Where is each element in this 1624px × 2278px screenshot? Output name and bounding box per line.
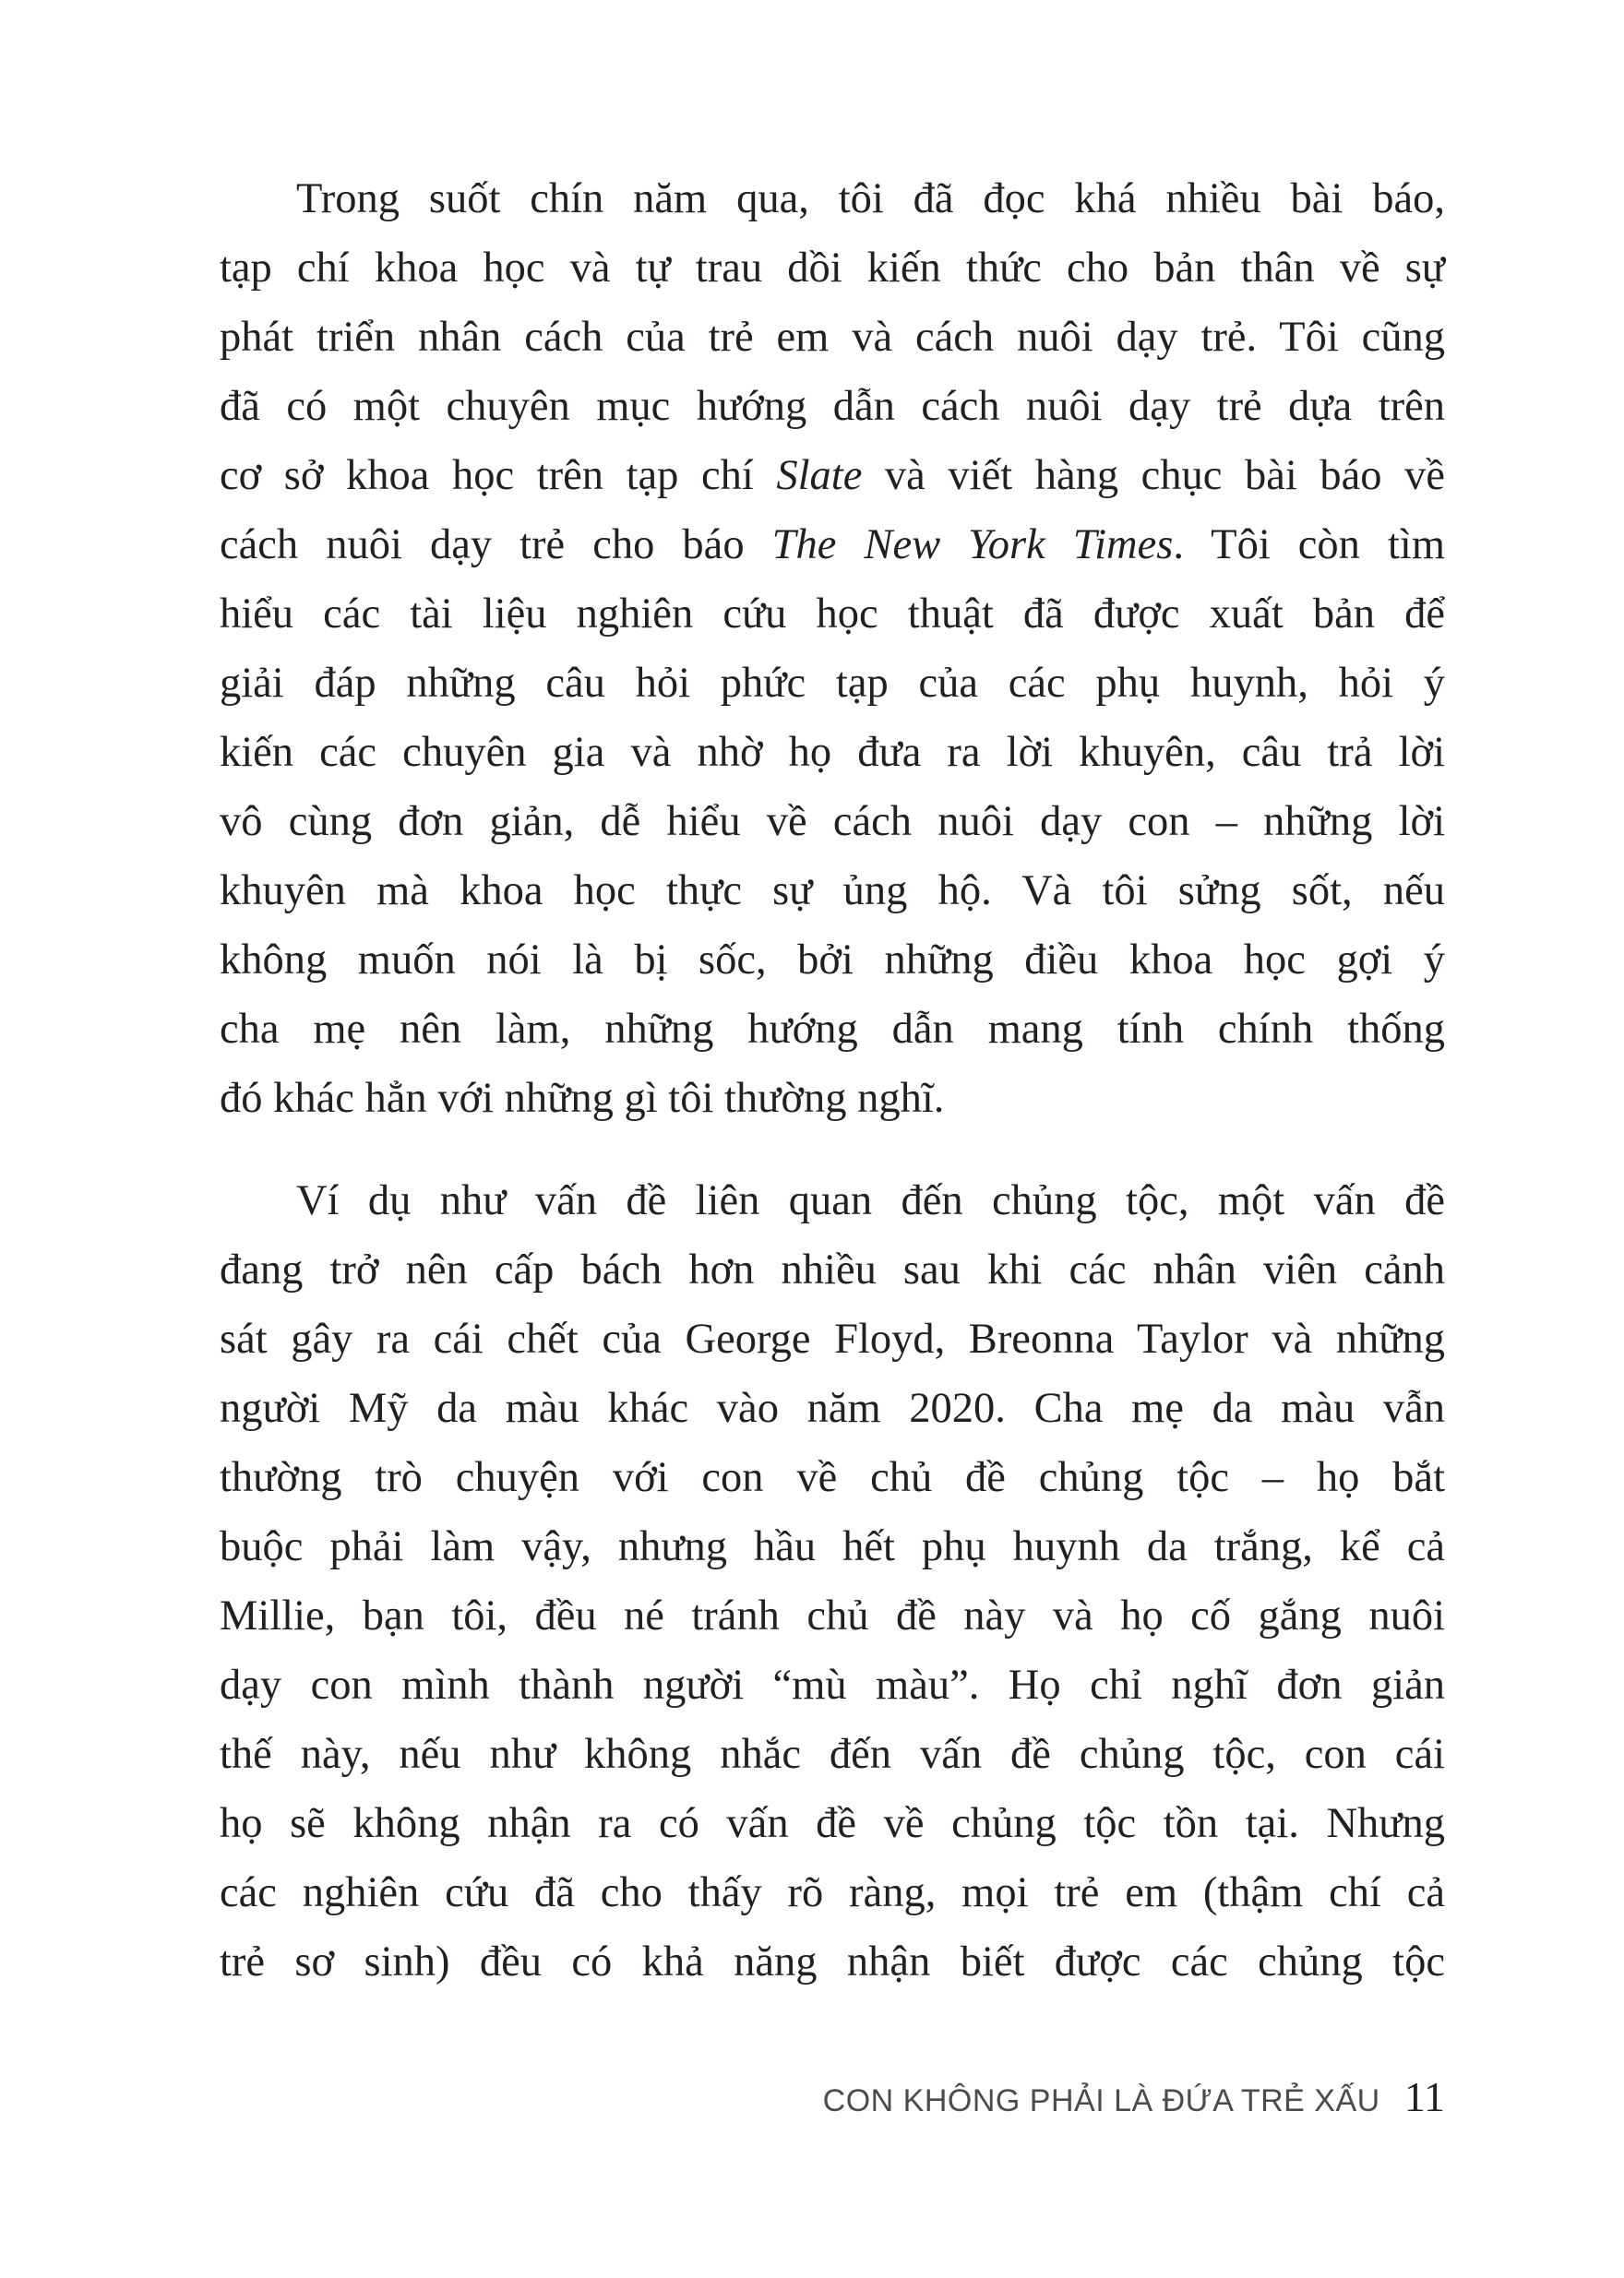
text-line: Ví dụ như vấn đề liên quan đến chủng tộc, một vấn đề xyxy=(296,1177,1445,1224)
text-line: khuyên mà khoa học thực sự ủng hộ. Và tôi sửng sốt, nếu xyxy=(220,867,1445,914)
text-line: không muốn nói là bị sốc, bởi những điều khoa học gợi ý xyxy=(220,936,1445,984)
body-text xyxy=(220,164,1445,1997)
text-line: sát gây ra cái chết của George Floyd, Breonna Taylor và những xyxy=(220,1316,1445,1363)
text-line: thế này, nếu như không nhắc đến vấn đề chủng tộc, con cái xyxy=(220,1731,1445,1778)
book-title: CON KHÔNG PHẢI LÀ ĐỨA TRẺ XẤU xyxy=(822,2083,1380,2118)
running-footer xyxy=(823,2072,1445,2128)
text-run: . Tôi còn tìm xyxy=(1173,521,1445,568)
text-run: cơ sở khoa học trên tạp chí xyxy=(220,452,777,499)
page-number: 11 xyxy=(1403,2073,1445,2120)
text-line xyxy=(220,510,1445,579)
text-line: phát triển nhân cách của trẻ em và cách nuôi dạy trẻ. Tôi cũng xyxy=(220,314,1445,361)
text-line: kiến các chuyên gia và nhờ họ đưa ra lời khuyên, câu trả lời xyxy=(220,729,1445,776)
text-run: cách nuôi dạy trẻ cho báo xyxy=(220,521,772,568)
text-line xyxy=(220,441,1445,510)
text-line: tạp chí khoa học và tự trau dồi kiến thức cho bản thân về sự xyxy=(220,244,1445,292)
newspaper-title: The New York Times xyxy=(771,521,1174,568)
text-line: trẻ sơ sinh) đều có khả năng nhận biết được các chủng tộc xyxy=(220,1938,1445,1986)
text-line: giải đáp những câu hỏi phức tạp của các phụ huynh, hỏi ý xyxy=(220,660,1445,707)
text-line: đang trở nên cấp bách hơn nhiều sau khi các nhân viên cảnh xyxy=(220,1246,1445,1294)
text-line: người Mỹ da màu khác vào năm 2020. Cha mẹ da màu vẫn xyxy=(220,1385,1445,1432)
text-line: vô cùng đơn giản, dễ hiểu về cách nuôi dạy con – những lời xyxy=(220,798,1445,845)
text-line: đã có một chuyên mục hướng dẫn cách nuôi dạy trẻ dựa trên xyxy=(220,383,1445,430)
text-line: dạy con mình thành người “mù màu”. Họ chỉ nghĩ đơn giản xyxy=(220,1662,1445,1709)
magazine-title: Slate xyxy=(776,452,863,499)
paragraph xyxy=(220,164,1445,1133)
paragraph xyxy=(220,1166,1445,1997)
text-line: thường trò chuyện với con về chủ đề chủng tộc – họ bắt xyxy=(220,1454,1445,1501)
text-line: các nghiên cứu đã cho thấy rõ ràng, mọi trẻ em (thậm chí cả xyxy=(220,1869,1445,1916)
text-line: cha mẹ nên làm, những hướng dẫn mang tính chính thống xyxy=(220,1006,1445,1053)
text-line: hiểu các tài liệu nghiên cứu học thuật đã được xuất bản để xyxy=(220,590,1445,638)
text-line: đó khác hẳn với những gì tôi thường nghĩ. xyxy=(220,1075,945,1122)
text-line: họ sẽ không nhận ra có vấn đề về chủng tộc tồn tại. Nhưng xyxy=(220,1800,1445,1847)
text-line: Trong suốt chín năm qua, tôi đã đọc khá nhiều bài báo, xyxy=(296,175,1445,222)
text-line: buộc phải làm vậy, nhưng hầu hết phụ huynh da trắng, kể cả xyxy=(220,1523,1445,1570)
text-line: Millie, bạn tôi, đều né tránh chủ đề này và họ cố gắng nuôi xyxy=(220,1592,1445,1640)
text-run: và viết hàng chục bài báo về xyxy=(862,452,1445,499)
